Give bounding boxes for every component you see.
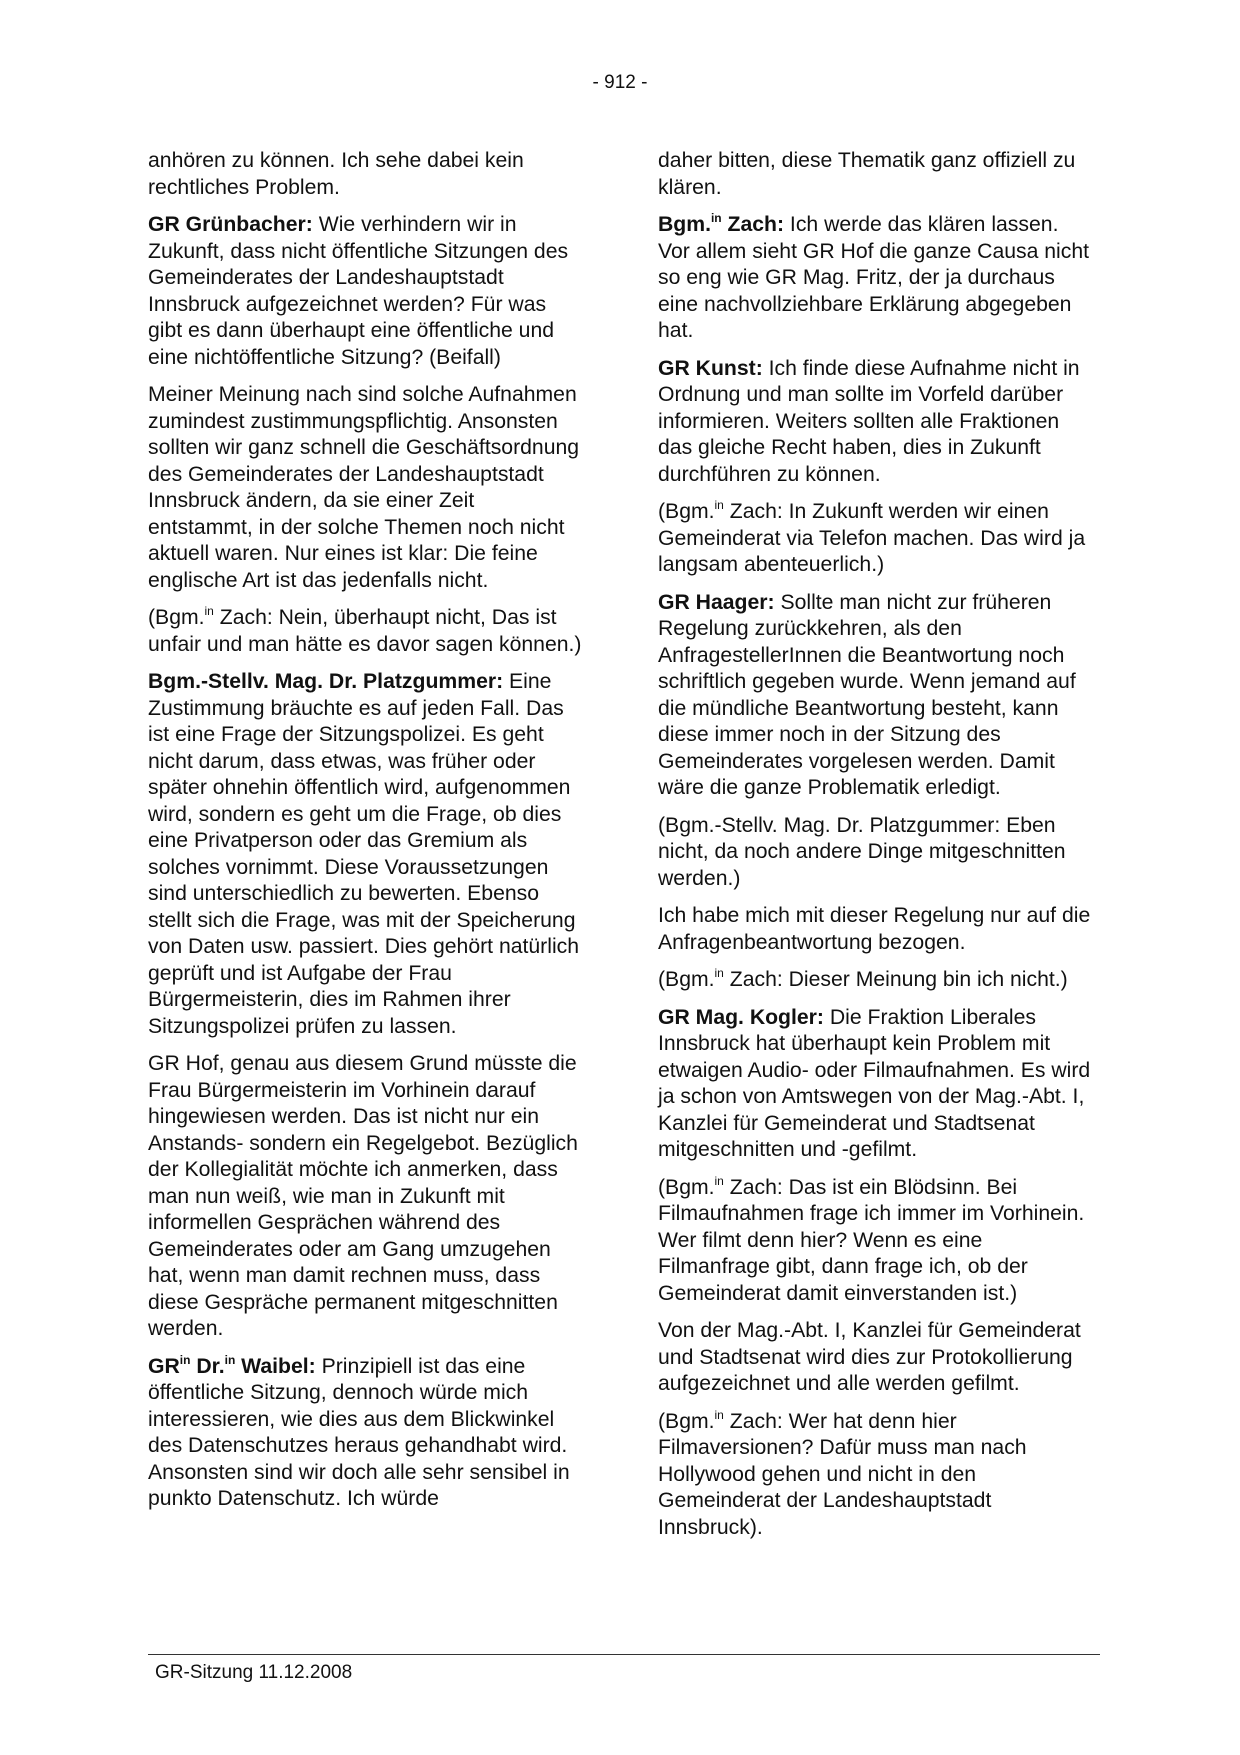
- speaker-name: GR Haager:: [658, 590, 775, 614]
- speaker-name: GR Grünbacher:: [148, 213, 313, 236]
- paragraph: Meiner Meinung nach sind solche Aufnahmen zumindest zustimmungspflichtig. Ansonsten sollten wir ganz schnell die Geschäftsordnung des Gemeinderates der Landeshauptstadt Innsbruck ändern, da sie einer Zeit entstammt, in der solche Themen noch nicht aktuell waren. Nur eines ist klar: Die feine englische Art ist das jedenfalls nicht.: [148, 383, 580, 592]
- paragraph: (Bgm.-Stellv. Mag. Dr. Platzgummer: Eben nicht, da noch andere Dinge mitgeschnitten werden.): [658, 813, 1066, 890]
- speaker-name: $GR^{in}$ Dr.$^{in}$ Waibel:: [148, 1352, 316, 1378]
- right-column: [658, 148, 1093, 1552]
- page-number: - 912 -: [592, 72, 648, 93]
- paragraph: Bgm.$^{in}$ Zach: Ich werde das klären lassen. Vor allem sieht GR Hof die ganze Causa nicht so eng wie GR Mag. Fritz, der ja durchaus eine nachvollziehbare Erklärung abgegeben hat.: [658, 211, 1090, 342]
- left-column: [148, 148, 583, 1524]
- paragraph: GR Mag. Kogler: Die Fraktion Liberales Innsbruck hat überhaupt kein Problem mit etwaigen Audio- oder Filmaufnahmen. Es wird ja schon von Amtswegen von der Mag.-Abt. I, Kanzlei für Gemeinderat und Stadtsenat mitgeschnitten und -gefilmt.: [658, 1005, 1091, 1161]
- paragraph: (Bgm.$^{in}$ Zach: Dieser Meinung bin ich nicht.): [658, 966, 1068, 991]
- paragraph: (Bgm.$^{in}$ Zach: In Zukunft werden wir einen Gemeinderat via Telefon machen. Das wird ja langsam abenteuerlich.): [658, 498, 1086, 576]
- paragraph: Ich habe mich mit dieser Regelung nur auf die Anfragenbeantwortung bezogen.: [658, 904, 1091, 954]
- paragraph: (Bgm.$^{in}$ Zach: Wer hat denn hier Filmaversionen? Dafür muss man nach Hollywood gehen und nicht in den Gemeinderat der Landeshauptstadt Innsbruck).: [658, 1407, 1027, 1539]
- paragraph: anhören zu können. Ich sehe dabei kein rechtliches Problem.: [148, 149, 524, 199]
- paragraph: GR Haager: Sollte man nicht zur früheren Regelung zurückkehren, als den AnfragestellerInnen die Beantwortung noch schriftlich gegeben wurde. Wenn jemand auf die mündliche Beantwortung besteht, kann diese immer noch in der Sitzung des Gemeinderates vorgelesen werden. Damit wäre die ganze Problematik erledigt.: [658, 590, 1076, 799]
- speaker-name: Bgm.-Stellv. Mag. Dr. Platzgummer:: [148, 670, 504, 693]
- speaker-name: Bgm.$^{in}$ Zach:: [658, 211, 785, 236]
- paragraph: GR Grünbacher: Wie verhindern wir in Zukunft, dass nicht öffentliche Sitzungen des Gemeinderates der Landeshauptstadt Innsbruck aufgezeichnet werden? Für was gibt es dann überhaupt eine öffentliche und eine nichtöffentliche Sitzung? (Beifall): [148, 213, 569, 369]
- paragraph: (Bgm.$^{in}$ Zach: Nein, überhaupt nicht, Das ist unfair und man hätte es davor sagen können.): [148, 604, 582, 656]
- paragraph: GR Kunst: Ich finde diese Aufnahme nicht in Ordnung und man sollte im Vorfeld darüber informieren. Weiters sollten alle Fraktionen das gleiche Recht haben, dies in Zukunft durchführen zu können.: [658, 356, 1080, 486]
- speaker-name: GR Kunst:: [658, 356, 763, 380]
- paragraph: GR Hof, genau aus diesem Grund müsste die Frau Bürgermeisterin im Vorhinein darauf hingewiesen werden. Das ist nicht nur ein Anstands- sondern ein Regelgebot. Bezüglich der Kollegialität möchte ich anmerken, dass man nun weiß, wie man in Zukunft mit informellen Gesprächen während des Gemeinderates oder am Gang umzugehen hat, wenn man damit rechnen muss, dass diese Gespräche permanent mitgeschnitten werden.: [148, 1052, 578, 1340]
- paragraph: daher bitten, diese Thematik ganz offiziell zu klären.: [658, 149, 1076, 199]
- speaker-name: GR Mag. Kogler:: [658, 1005, 824, 1029]
- paragraph: Bgm.-Stellv. Mag. Dr. Platzgummer: Eine Zustimmung bräuchte es auf jeden Fall. Das ist eine Frage der Sitzungspolizei. Es geht nicht darum, dass etwas, was früher oder später ohnehin öffentlich wird, aufgenommen wird, sondern es geht um die Frage, ob dies eine Privatperson oder das Gremium als solches vornimmt. Diese Voraussetzungen sind unterschiedlich zu bewerten. Ebenso stellt sich die Frage, was mit der Speicherung von Daten usw. passiert. Dies gehört natürlich geprüft und ist Aufgabe der Frau Bürgermeisterin, dies im Rahmen ihrer Sitzungspolizei prüfen zu lassen.: [148, 670, 580, 1038]
- paragraph: $GR^{in}$ Dr.$^{in}$ Waibel: Prinzipiell ist das eine öffentliche Sitzung, dennoch würde mich interessieren, wie dies aus dem Blickwinkel des Datenschutzes heraus gehandhabt wird. Ansonsten sind wir doch alle sehr sensibel in punkto Datenschutz. Ich würde: [148, 1352, 570, 1510]
- footer-divider: [148, 1654, 1100, 1655]
- paragraph: Von der Mag.-Abt. I, Kanzlei für Gemeinderat und Stadtsenat wird dies zur Protokollierung aufgezeichnet und alle werden gefilmt.: [658, 1319, 1081, 1395]
- paragraph: (Bgm.$^{in}$ Zach: Das ist ein Blödsinn. Bei Filmaufnahmen frage ich immer im Vorhinein. Wer filmt denn hier? Wenn es eine Filmanfrage gibt, dann frage ich, ob der Gemeinderat damit einverstanden ist.): [658, 1173, 1085, 1305]
- footer-text: GR-Sitzung 11.12.2008: [155, 1662, 353, 1683]
